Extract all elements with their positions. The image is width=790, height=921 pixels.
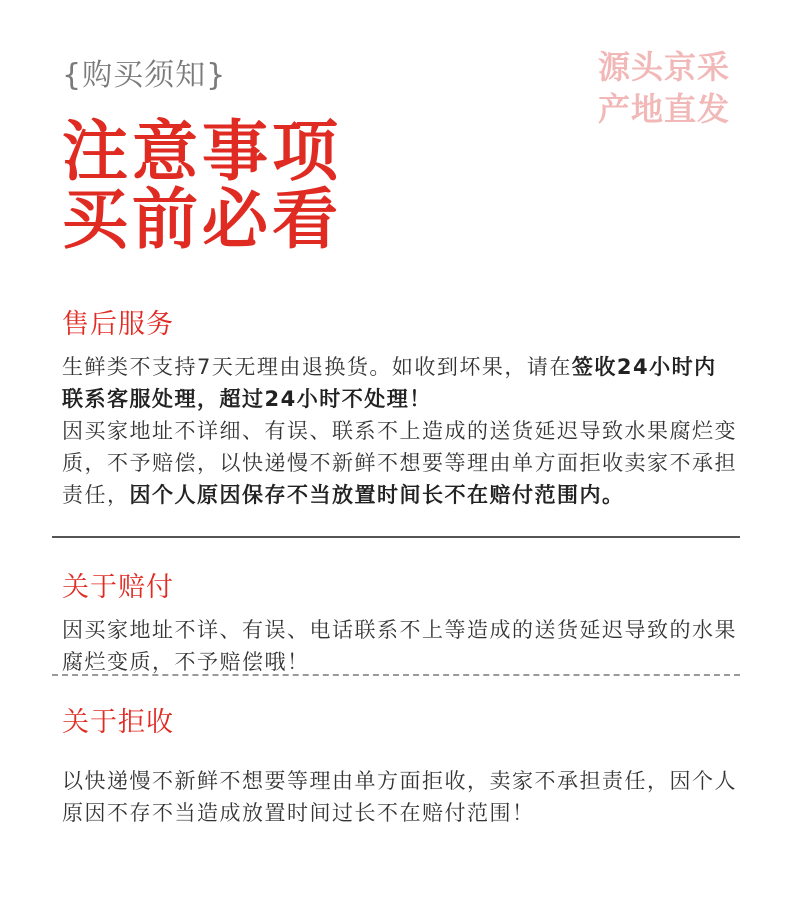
- after-sales-text-1: 生鲜类不支持7天无理由退换货。如收到坏果，请在: [62, 355, 572, 379]
- brand-line-1: 源头京采: [597, 48, 730, 86]
- page-headline: [62, 113, 342, 258]
- compensation-title: 关于赔付: [62, 572, 174, 603]
- after-sales-emphasis-2: 因个人原因保存不当放置时间长不在赔付范围内。: [129, 483, 625, 507]
- brand-line-2: 产地直发: [597, 90, 730, 128]
- rejection-title: 关于拒收: [62, 707, 174, 738]
- after-sales-body: [62, 351, 738, 511]
- compensation-body: 因买家地址不详、有误、电话联系不上等造成的送货延迟导致的水果腐烂变质，不予赔偿哦！: [62, 618, 737, 674]
- headline-line-2: 买前必看: [62, 181, 342, 258]
- headline-line-1: 注意事项: [62, 113, 342, 190]
- brand-slogan: [550, 46, 730, 130]
- rejection-section: [62, 700, 738, 829]
- after-sales-emphasis-1: 签收24小时内联系客服处理，超过24小时不处理！: [62, 355, 717, 411]
- rejection-body: 以快递慢不新鲜不想要等理由单方面拒收，卖家不承担责任，因个人原因不存不当造成放置时间过长不在赔付范围！: [62, 769, 737, 825]
- compensation-section: [62, 565, 738, 678]
- section-divider-dashed: [52, 674, 740, 676]
- after-sales-text-2: 因买家地址不详细、有误、联系不上造成的送货延迟导致水果腐烂变质，不予赔偿，以快递慢不新鲜不想要等理由单方面拒收卖家不承担责任，: [62, 419, 737, 507]
- section-divider-solid: [52, 536, 740, 538]
- after-sales-section: [62, 302, 738, 511]
- after-sales-title: 售后服务: [62, 309, 174, 340]
- notice-tag: {购买须知}: [62, 58, 227, 93]
